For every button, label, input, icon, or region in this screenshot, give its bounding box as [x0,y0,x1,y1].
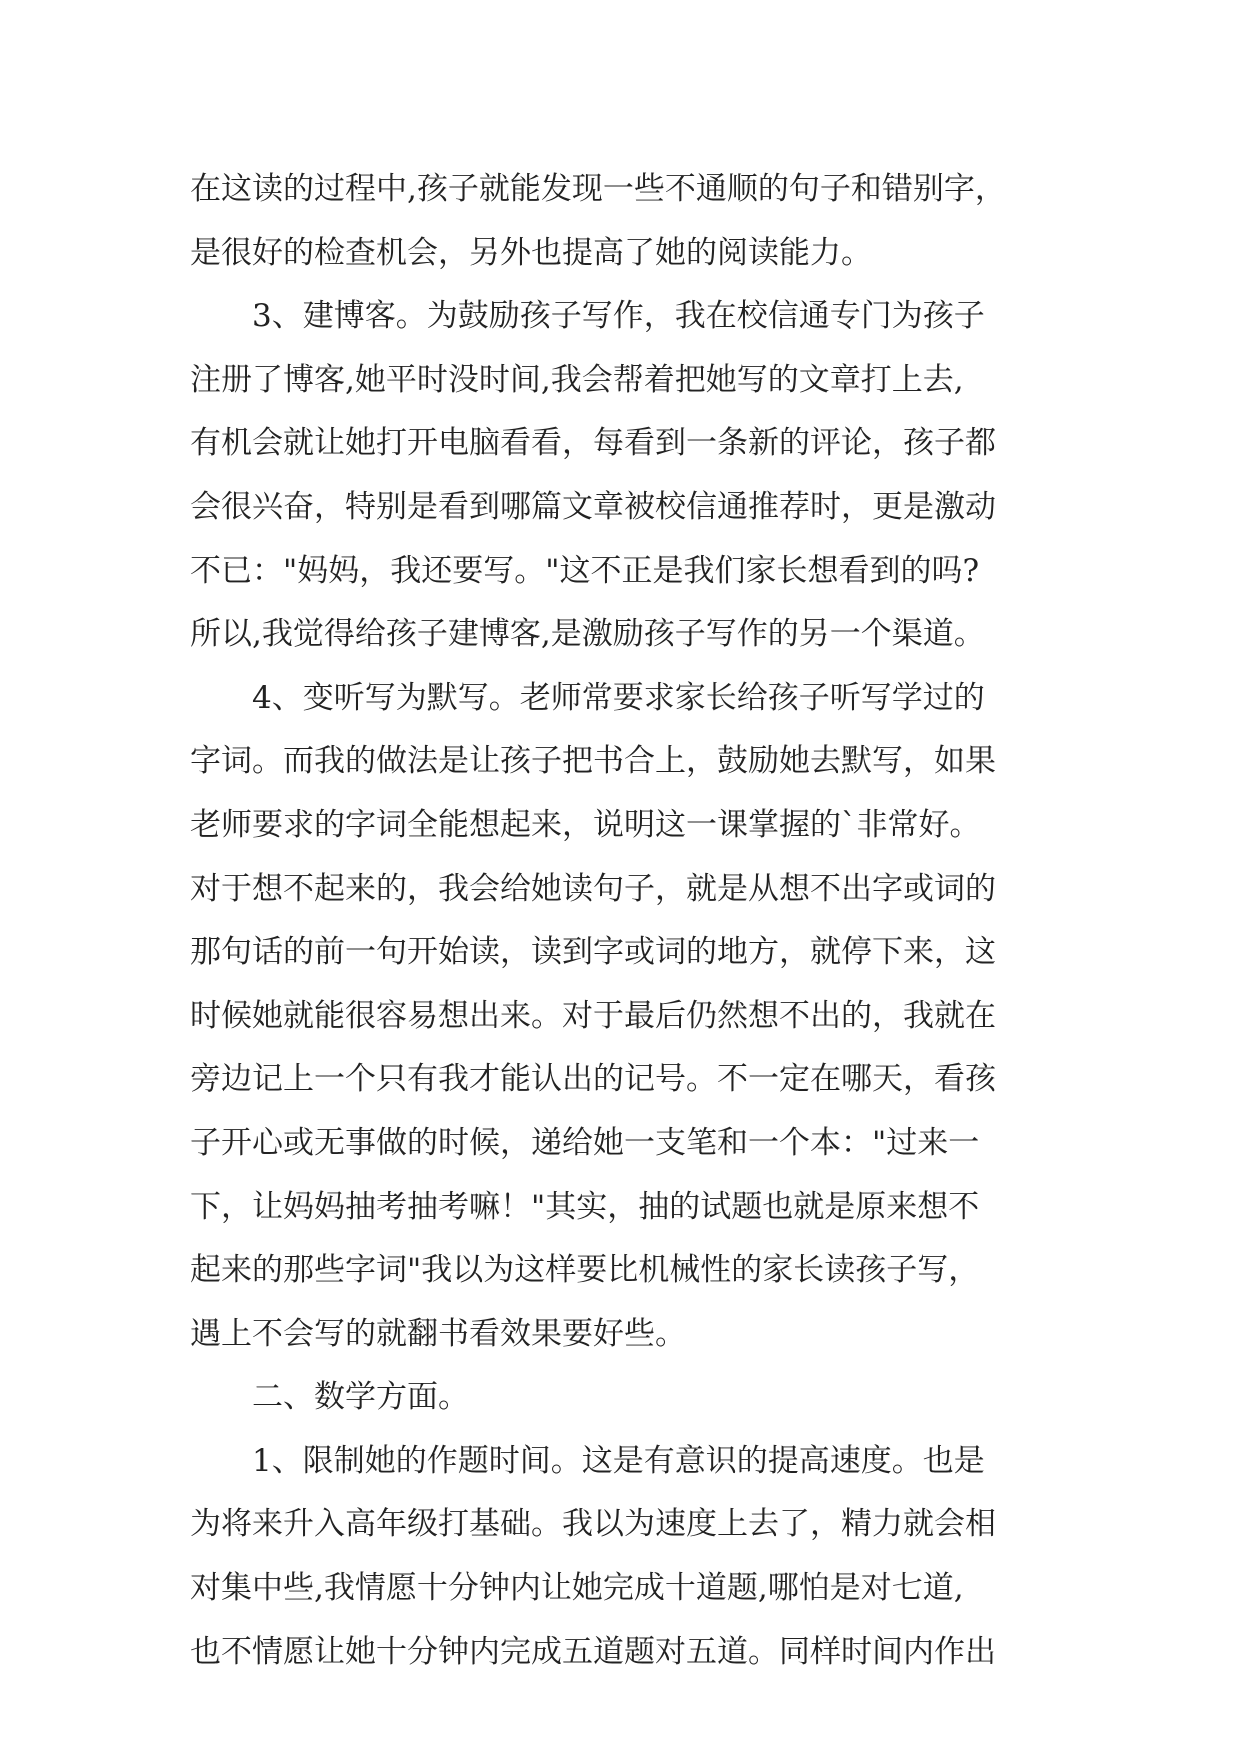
text-line: 会很兴奋，特别是看到哪篇文章被校信通推荐时，更是激动 [190,488,996,525]
text-line: 是很好的检查机会，另外也提高了她的阅读能力。 [190,234,872,271]
body-text [190,158,1070,1684]
text-line: 旁边记上一个只有我才能认出的记号。不一定在哪天，看孩 [190,1061,996,1098]
text-line: 也不情愿让她十分钟内完成五道题对五道。同样时间内作出 [190,1633,996,1670]
text-line: 对于想不起来的，我会给她读句子，就是从想不出字或词的 [190,870,996,907]
text-line: 注册了博客,她平时没时间,我会帮着把她写的文章打上去, [190,361,964,398]
text-line: 为将来升入高年级打基础。我以为速度上去了，精力就会相 [190,1506,996,1543]
text-line: 不已："妈妈，我还要写。"这不正是我们家长想看到的吗? [190,552,980,589]
text-line: 子开心或无事做的时候，递给她一支笔和一个本："过来一 [190,1124,980,1161]
text-line: 对集中些,我情愿十分钟内让她完成十道题,哪怕是对七道, [190,1570,964,1607]
text-line: 那句话的前一句开始读，读到字或词的地方，就停下来，这 [190,934,996,971]
text-line: 1、限制她的作题时间。这是有意识的提高速度。也是 [252,1442,985,1479]
text-line: 起来的那些字词"我以为这样要比机械性的家长读孩子写， [190,1252,980,1289]
text-line: 3、建博客。为鼓励孩子写作，我在校信通专门为孩子 [252,298,985,335]
text-line: 字词。而我的做法是让孩子把书合上，鼓励她去默写，如果 [190,743,996,780]
text-line: 在这读的过程中,孩子就能发现一些不通顺的句子和错别字， [190,171,1006,207]
text-line: 老师要求的字词全能想起来，说明这一课掌握的`非常好。 [190,806,981,843]
text-line: 所以,我觉得给孩子建博客,是激励孩子写作的另一个渠道。 [190,616,985,653]
text-line: 遇上不会写的就翻书看效果要好些。 [190,1315,686,1352]
text-line: 下，让妈妈抽考抽考嘛！"其实，抽的试题也就是原来想不 [190,1188,980,1225]
text-line: 二、数学方面。 [252,1379,469,1416]
text-line: 4、变听写为默写。老师常要求家长给孩子听写学过的 [252,679,985,716]
text-line: 有机会就让她打开电脑看看，每看到一条新的评论，孩子都 [190,425,996,462]
text-line: 时候她就能很容易想出来。对于最后仍然想不出的，我就在 [190,997,996,1034]
